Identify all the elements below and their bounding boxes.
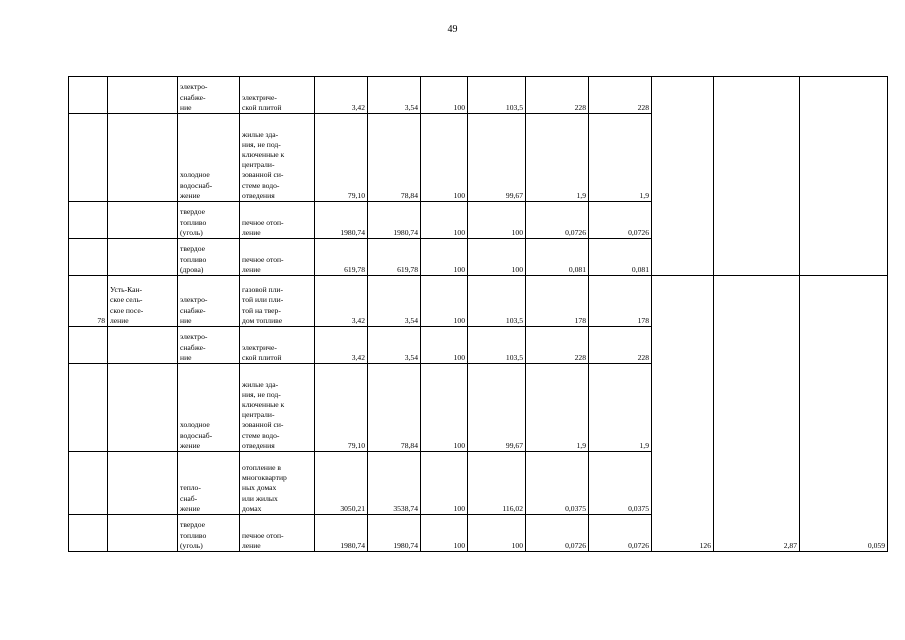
row-number-cell (69, 202, 108, 239)
tariff-value-cell: 3,42 (315, 77, 368, 114)
service-cell: электро- снабже- ние (178, 327, 240, 364)
service-cell: твердое топливо (уголь) (178, 515, 240, 552)
summary-value-cell: 126 (652, 276, 714, 552)
norm-cell: 0,0375 (589, 452, 652, 515)
norm-cell: 228 (526, 327, 589, 364)
row-number-cell: 78 (69, 276, 108, 327)
row-number-cell (69, 515, 108, 552)
percent-cell: 103,5 (468, 77, 526, 114)
settlement-cell (108, 515, 178, 552)
tariff-value-cell: 3050,21 (315, 452, 368, 515)
summary-value-cell: 2,87 (714, 276, 800, 552)
category-cell: отопление в многоквартир ных домах или жилых домах (240, 452, 315, 515)
settlement-cell (108, 364, 178, 452)
norm-cell: 0,0726 (589, 515, 652, 552)
tariff-value-cell: 79,10 (315, 114, 368, 202)
tariff-value-cell: 3,54 (368, 77, 421, 114)
settlement-cell (108, 327, 178, 364)
tariff-value-cell: 3,54 (368, 276, 421, 327)
norm-cell: 0,081 (589, 239, 652, 276)
tariff-value-cell: 3,42 (315, 276, 368, 327)
summary-cell (800, 77, 888, 276)
table-row (69, 276, 888, 327)
tariff-value-cell: 1980,74 (368, 515, 421, 552)
service-cell: тепло- снаб- жение (178, 452, 240, 515)
row-number-cell (69, 452, 108, 515)
tariff-value-cell: 619,78 (315, 239, 368, 276)
category-cell: электриче- ской плитой (240, 77, 315, 114)
norm-cell: 228 (589, 327, 652, 364)
percent-cell: 100 (468, 515, 526, 552)
tariff-value-cell: 3538,74 (368, 452, 421, 515)
percent-cell: 100 (468, 202, 526, 239)
settlement-cell (108, 77, 178, 114)
category-cell: печное отоп- ление (240, 515, 315, 552)
tariff-value-cell: 79,10 (315, 364, 368, 452)
settlement-cell: Усть-Кан- ское сель- ское посе- ление (108, 276, 178, 327)
percent-cell: 100 (421, 364, 468, 452)
tariff-value-cell: 78,84 (368, 364, 421, 452)
percent-cell: 103,5 (468, 327, 526, 364)
row-number-cell (69, 77, 108, 114)
norm-cell: 178 (589, 276, 652, 327)
summary-cell (652, 77, 714, 276)
settlement-cell (108, 202, 178, 239)
norm-cell: 0,0726 (589, 202, 652, 239)
service-cell: холодное водоснаб- жение (178, 364, 240, 452)
norm-cell: 0,0726 (526, 202, 589, 239)
norm-cell: 0,0726 (526, 515, 589, 552)
service-cell: твердое топливо (дрова) (178, 239, 240, 276)
service-cell: твердое топливо (уголь) (178, 202, 240, 239)
settlement-cell (108, 239, 178, 276)
row-number-cell (69, 114, 108, 202)
category-cell: газовой пли- той или пли- той на твер- дом топливе (240, 276, 315, 327)
percent-cell: 99,67 (468, 364, 526, 452)
row-number-cell (69, 327, 108, 364)
percent-cell: 103,5 (468, 276, 526, 327)
category-cell: печное отоп- ление (240, 239, 315, 276)
row-number-cell (69, 364, 108, 452)
summary-cell (714, 77, 800, 276)
norm-cell: 1,9 (589, 364, 652, 452)
percent-cell: 100 (421, 327, 468, 364)
percent-cell: 116,02 (468, 452, 526, 515)
tariff-value-cell: 1980,74 (315, 202, 368, 239)
tariff-value-cell: 619,78 (368, 239, 421, 276)
settlement-cell (108, 452, 178, 515)
percent-cell: 100 (421, 276, 468, 327)
norm-cell: 1,9 (526, 114, 589, 202)
tariff-value-cell: 1980,74 (315, 515, 368, 552)
tariff-value-cell: 3,54 (368, 327, 421, 364)
service-cell: электро- снабже- ние (178, 276, 240, 327)
percent-cell: 100 (421, 239, 468, 276)
category-cell: жилые зда- ния, не под- ключенные к централи- зованной си- стеме водо- отведения (240, 364, 315, 452)
norm-cell: 228 (589, 77, 652, 114)
percent-cell: 100 (421, 77, 468, 114)
norm-cell: 1,9 (589, 114, 652, 202)
norm-cell: 1,9 (526, 364, 589, 452)
summary-value-cell: 0,059 (800, 276, 888, 552)
percent-cell: 99,67 (468, 114, 526, 202)
category-cell: электриче- ской плитой (240, 327, 315, 364)
norm-cell: 0,0375 (526, 452, 589, 515)
tariff-value-cell: 3,42 (315, 327, 368, 364)
percent-cell: 100 (421, 202, 468, 239)
tariff-value-cell: 1980,74 (368, 202, 421, 239)
tariff-value-cell: 78,84 (368, 114, 421, 202)
settlement-cell (108, 114, 178, 202)
norm-cell: 0,081 (526, 239, 589, 276)
category-cell: печное отоп- ление (240, 202, 315, 239)
service-cell: электро- снабже- ние (178, 77, 240, 114)
tariff-table (68, 76, 888, 552)
percent-cell: 100 (421, 114, 468, 202)
category-cell: жилые зда- ния, не под- ключенные к централи- зованной си- стеме водо- отведения (240, 114, 315, 202)
norm-cell: 228 (526, 77, 589, 114)
row-number-cell (69, 239, 108, 276)
norm-cell: 178 (526, 276, 589, 327)
percent-cell: 100 (421, 452, 468, 515)
page-number: 49 (447, 24, 458, 35)
table-row (69, 77, 888, 114)
percent-cell: 100 (421, 515, 468, 552)
service-cell: холодное водоснаб- жение (178, 114, 240, 202)
percent-cell: 100 (468, 239, 526, 276)
